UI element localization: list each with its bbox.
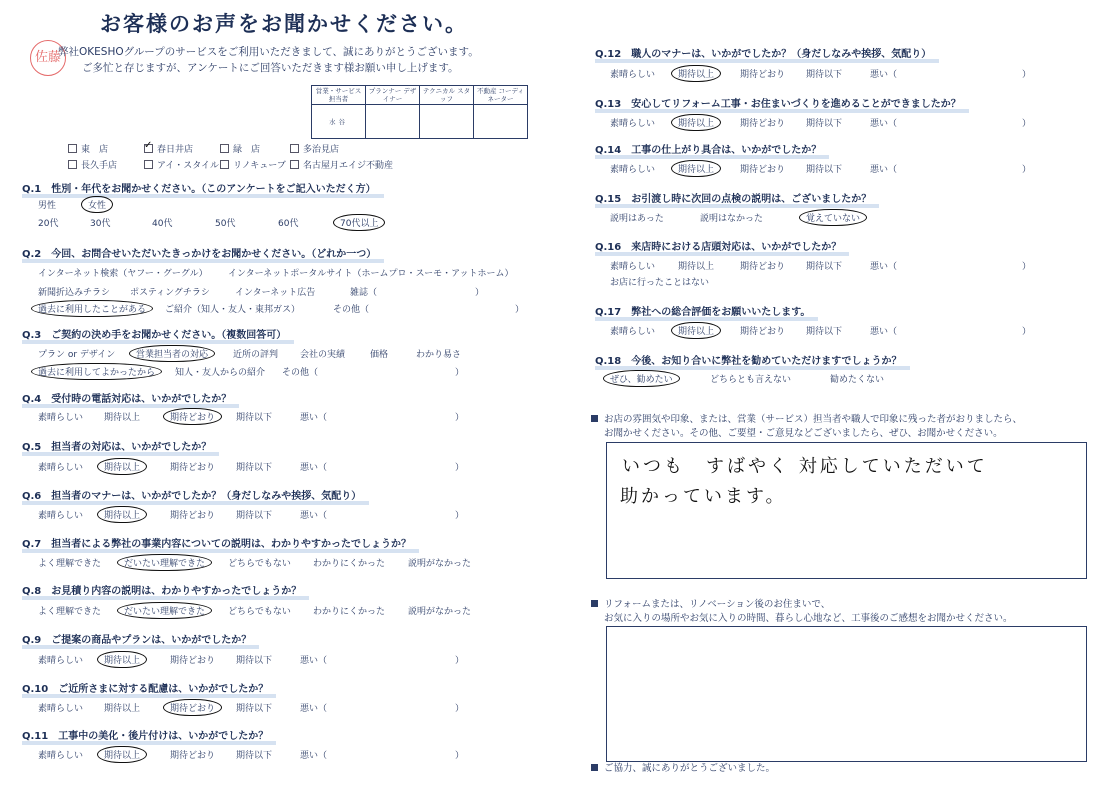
comment1-answer-line-1: いつも すばやく 対応していただいて xyxy=(622,456,988,477)
answer-option[interactable]: 素晴らしい xyxy=(610,70,656,80)
answer-option[interactable]: 期待以上 xyxy=(104,704,141,714)
answer-option[interactable]: 知人・友人からの紹介 xyxy=(175,368,266,378)
page-title: お客様のお声をお聞かせください。 xyxy=(100,12,468,36)
answer-option[interactable]: 期待どおり xyxy=(740,262,786,272)
answer-option[interactable]: よく理解できた xyxy=(38,559,102,569)
answer-option[interactable]: 期待以上 xyxy=(104,413,141,423)
question-label: Q.12 職人のマナーは、いかがでしたか？（身だしなみや挨拶、気配り） xyxy=(595,45,931,60)
answer-option[interactable]: 勧めたくない xyxy=(830,375,885,385)
answer-option[interactable]: 素晴らしい xyxy=(38,751,84,761)
store-label: 長久手店 xyxy=(81,161,118,171)
answer-option[interactable]: ） xyxy=(515,305,525,315)
answer-option[interactable]: どちらとも言えない xyxy=(710,375,792,385)
question-label: Q.6 担当者のマナーは、いかがでしたか？（身だしなみや挨拶、気配り） xyxy=(22,487,361,502)
answer-option[interactable]: 期待どおり xyxy=(740,327,786,337)
answer-option[interactable]: 悪い（ xyxy=(870,119,898,129)
checkbox-icon[interactable] xyxy=(290,160,299,169)
answer-option[interactable]: 期待以下 xyxy=(806,70,843,80)
staff-header: 営業・サービス 担当者 xyxy=(312,86,366,105)
answer-option[interactable]: 30代 xyxy=(90,219,111,229)
answer-option[interactable]: 雑誌（ xyxy=(350,288,378,298)
answer-option[interactable]: 悪い（ xyxy=(300,704,328,714)
answer-option[interactable]: 素晴らしい xyxy=(38,511,84,521)
store-option[interactable] xyxy=(144,142,220,155)
answer-option[interactable]: 価格 xyxy=(370,350,389,360)
answer-option[interactable]: ） xyxy=(1022,327,1032,337)
answer-option[interactable]: 期待どおり xyxy=(170,751,216,761)
staff-header: 不動産 コーディネーター xyxy=(474,86,528,105)
answer-option-selected[interactable]: 期待以上 xyxy=(97,651,147,668)
answer-option-selected[interactable]: だいたい理解できた xyxy=(117,602,212,619)
store-label: 多治見店 xyxy=(303,145,340,155)
answer-option[interactable]: 男性 xyxy=(38,201,57,211)
question-label: Q.13 安心してリフォーム工事・お住まいづくりを進めることができましたか？ xyxy=(595,95,961,110)
answer-option[interactable]: ） xyxy=(455,413,465,423)
answer-option[interactable]: インターネット広告 xyxy=(235,288,316,298)
answer-option[interactable]: 悪い（ xyxy=(870,262,898,272)
answer-option-selected[interactable]: 過去に利用したことがある xyxy=(31,300,153,317)
answer-option[interactable]: 素晴らしい xyxy=(610,327,656,337)
question-label: Q.2 今回、お問合せいただいたきっかけをお聞かせください。（どれか一つ） xyxy=(22,245,376,260)
answer-option-selected[interactable]: 期待以上 xyxy=(671,114,721,131)
comment1-answer-line-2: 助かっています。 xyxy=(620,486,787,507)
answer-option[interactable]: その他（ xyxy=(282,368,319,378)
checkbox-icon[interactable] xyxy=(290,144,299,153)
store-option[interactable] xyxy=(68,142,144,155)
intro-line-1: 弊社OKESHOグループのサービスをご利用いただきまして、誠にありがとうございます。 xyxy=(58,46,479,58)
intro-line-2: ご多忙と存じますが、アンケートにご回答いただきます様お願い申し上げます。 xyxy=(82,62,459,74)
store-option[interactable] xyxy=(144,158,220,171)
answer-option-selected[interactable]: 期待以上 xyxy=(671,322,721,339)
staff-header: プランナー デザイナー xyxy=(366,86,420,105)
answer-option[interactable]: 期待以下 xyxy=(236,751,273,761)
answer-option[interactable]: 素晴らしい xyxy=(38,656,84,666)
answer-option[interactable]: 期待以下 xyxy=(806,327,843,337)
store-option[interactable] xyxy=(220,142,290,155)
answer-option[interactable]: よく理解できた xyxy=(38,607,102,617)
seal-stamp: 佐藤 xyxy=(30,40,66,76)
store-label: アイ・スタイル xyxy=(157,161,220,171)
answer-option[interactable]: 近所の評判 xyxy=(233,350,279,360)
answer-option-selected[interactable]: 過去に利用してよかったから xyxy=(31,363,162,380)
answer-option[interactable]: 期待以下 xyxy=(236,656,273,666)
bullet-square-icon xyxy=(591,764,598,771)
question-label: Q.4 受付時の電話対応は、いかがでしたか？ xyxy=(22,390,231,405)
bullet-square-icon xyxy=(591,415,598,422)
answer-option[interactable]: 悪い（ xyxy=(300,463,328,473)
question-label: Q.7 担当者による弊社の事業内容についての説明は、わかりやすかったでしょうか？ xyxy=(22,535,411,550)
answer-option[interactable]: 期待どおり xyxy=(740,165,786,175)
answer-option[interactable]: ） xyxy=(1022,262,1032,272)
answer-option-selected[interactable]: 営業担当者の対応 xyxy=(129,345,215,362)
answer-option[interactable]: 悪い（ xyxy=(300,413,328,423)
answer-option[interactable]: 期待以下 xyxy=(806,119,843,129)
answer-option[interactable]: 期待以下 xyxy=(806,165,843,175)
store-option[interactable] xyxy=(290,158,394,171)
staff-cell[interactable] xyxy=(474,105,528,139)
answer-option[interactable]: ） xyxy=(1022,165,1032,175)
answer-option[interactable]: 期待どおり xyxy=(740,70,786,80)
answer-option[interactable]: 期待以下 xyxy=(236,704,273,714)
answer-option[interactable]: 期待どおり xyxy=(170,463,216,473)
checkbox-icon[interactable] xyxy=(220,144,229,153)
question-label: Q.3 ご契約の決め手をお聞かせください。（複数回答可） xyxy=(22,326,286,341)
answer-option-selected[interactable]: 期待以上 xyxy=(97,746,147,763)
answer-option[interactable]: 素晴らしい xyxy=(610,165,656,175)
answer-option[interactable]: わかりにくかった xyxy=(313,607,386,617)
answer-option[interactable]: 期待以下 xyxy=(236,511,273,521)
answer-option[interactable]: 素晴らしい xyxy=(38,463,84,473)
answer-option[interactable]: プラン or デザイン xyxy=(38,350,116,360)
store-label: 春日井店 xyxy=(157,145,194,155)
answer-option-selected[interactable]: 期待どおり xyxy=(163,408,222,425)
answer-option[interactable]: 説明がなかった xyxy=(408,559,472,569)
answer-option[interactable]: 60代 xyxy=(278,219,299,229)
question-label: Q.9 ご提案の商品やプランは、いかがでしたか？ xyxy=(22,631,251,646)
answer-option[interactable]: ） xyxy=(455,656,465,666)
answer-option[interactable]: 説明はあった xyxy=(610,214,664,224)
checkbox-icon[interactable] xyxy=(220,160,229,169)
answer-option[interactable]: 素晴らしい xyxy=(610,262,656,272)
answer-option[interactable]: 期待以上 xyxy=(678,262,715,272)
checkbox-icon[interactable] xyxy=(68,144,77,153)
answer-option[interactable]: 説明はなかった xyxy=(700,214,764,224)
answer-option-selected[interactable]: 期待以上 xyxy=(671,65,721,82)
checkbox-icon[interactable] xyxy=(144,144,153,153)
question-label: Q.17 弊社への総合評価をお願いいたします。 xyxy=(595,303,810,318)
question-label: Q.8 お見積り内容の説明は、わかりやすかったでしょうか？ xyxy=(22,582,301,597)
answer-option[interactable]: 20代 xyxy=(38,219,59,229)
answer-option[interactable]: ） xyxy=(455,511,465,521)
store-label: 緑 店 xyxy=(233,145,261,155)
staff-header: テクニカル スタッフ xyxy=(420,86,474,105)
answer-option[interactable]: ） xyxy=(455,463,465,473)
question-label: Q.10 ご近所さまに対する配慮は、いかがでしたか？ xyxy=(22,680,268,695)
staff-signature: 水谷 xyxy=(312,105,366,139)
answer-option[interactable]: 期待以下 xyxy=(806,262,843,272)
answer-option-selected[interactable]: 期待どおり xyxy=(163,699,222,716)
answer-option[interactable]: どちらでもない xyxy=(228,559,291,569)
answer-option-selected[interactable]: 女性 xyxy=(81,196,113,213)
answer-option[interactable]: 期待以下 xyxy=(236,463,273,473)
comment1-prompt: お店の雰囲気や印象、または、営業（サービス）担当者や職人で印象に残った者がおりましたら、 お聞かせください。その他、ご要望・ご意見などございましたら、ぜひ、お聞かせください。 xyxy=(591,413,1022,441)
answer-option-selected[interactable]: 70代以上 xyxy=(333,214,385,231)
answer-option[interactable]: お店に行ったことはない xyxy=(610,278,710,288)
answer-option[interactable]: インターネット検索（ヤフー・グーグル） xyxy=(38,269,208,279)
answer-option[interactable]: 期待どおり xyxy=(170,511,216,521)
answer-option[interactable]: 期待どおり xyxy=(170,656,216,666)
answer-option[interactable]: 40代 xyxy=(152,219,173,229)
question-label: Q.16 来店時における店頭対応は、いかがでしたか？ xyxy=(595,238,841,253)
answer-option[interactable]: ポスティングチラシ xyxy=(130,288,210,298)
question-label: Q.1 性別・年代をお聞かせください。（このアンケートをご記入いただく方） xyxy=(22,180,376,195)
store-label: リノキューブ xyxy=(233,161,286,171)
answer-option[interactable]: ） xyxy=(1022,119,1032,129)
answer-option[interactable]: ） xyxy=(1022,70,1032,80)
answer-option[interactable]: 悪い（ xyxy=(870,165,898,175)
store-option[interactable] xyxy=(290,142,366,155)
checkbox-icon[interactable] xyxy=(144,160,153,169)
store-option[interactable] xyxy=(68,158,144,171)
question-label: Q.18 今後、お知り合いに弊社を勧めていただけますでしょうか？ xyxy=(595,352,902,367)
answer-option[interactable]: その他（ xyxy=(333,305,370,315)
answer-option[interactable]: 素晴らしい xyxy=(38,704,84,714)
answer-option[interactable]: 悪い（ xyxy=(870,70,898,80)
answer-option-selected[interactable]: 期待以上 xyxy=(671,160,721,177)
answer-option[interactable]: 悪い（ xyxy=(300,656,328,666)
answer-option[interactable]: 悪い（ xyxy=(300,511,328,521)
question-label: Q.15 お引渡し時に次回の点検の説明は、ございましたか？ xyxy=(595,190,871,205)
answer-option[interactable]: 説明がなかった xyxy=(408,607,472,617)
question-label: Q.5 担当者の対応は、いかがでしたか？ xyxy=(22,438,211,453)
staff-table xyxy=(311,85,528,139)
question-label: Q.11 工事中の美化・後片付けは、いかがでしたか？ xyxy=(22,727,268,742)
answer-option[interactable]: わかり易さ xyxy=(416,350,462,360)
comment2-prompt: リフォームまたは、リノベーション後のお住まいで、 お気に入りの場所やお気に入りの時間、暮らし心地など、工事後のご感想をお聞かせください。 xyxy=(591,598,1013,626)
store-option[interactable] xyxy=(220,158,290,171)
answer-option[interactable]: ） xyxy=(455,704,465,714)
footer-thanks: ご協力、誠にありがとうございました。 xyxy=(591,762,775,776)
answer-option[interactable]: 悪い（ xyxy=(300,751,328,761)
answer-option[interactable]: 期待以下 xyxy=(236,413,273,423)
answer-option[interactable]: 会社の実績 xyxy=(300,350,346,360)
answer-option[interactable]: 期待どおり xyxy=(740,119,786,129)
bullet-square-icon xyxy=(591,600,598,607)
answer-option[interactable]: 素晴らしい xyxy=(38,413,84,423)
answer-option-selected[interactable]: 期待以上 xyxy=(97,458,147,475)
answer-option[interactable]: わかりにくかった xyxy=(313,559,386,569)
store-selection xyxy=(68,142,394,174)
staff-cell[interactable] xyxy=(366,105,420,139)
store-label: 東 店 xyxy=(81,145,109,155)
answer-option[interactable]: 素晴らしい xyxy=(610,119,656,129)
store-label: 名古屋月エイジ不動産 xyxy=(303,161,394,171)
staff-cell[interactable] xyxy=(420,105,474,139)
answer-option-selected[interactable]: だいたい理解できた xyxy=(117,554,212,571)
answer-option[interactable]: 新聞折込みチラシ xyxy=(38,288,111,298)
answer-option[interactable]: 50代 xyxy=(215,219,236,229)
answer-option-selected[interactable]: ぜひ、勧めたい xyxy=(603,370,680,387)
answer-option[interactable]: インターネットポータルサイト（ホームプロ・スーモ・アットホーム） xyxy=(228,269,514,279)
answer-option[interactable]: ） xyxy=(455,751,465,761)
question-label: Q.14 工事の仕上がり具合は、いかがでしたか？ xyxy=(595,141,821,156)
comment2-box[interactable] xyxy=(606,626,1087,762)
answer-option[interactable]: ） xyxy=(475,288,485,298)
answer-option[interactable]: 悪い（ xyxy=(870,327,898,337)
answer-option-selected[interactable]: 期待以上 xyxy=(97,506,147,523)
answer-option[interactable]: ） xyxy=(455,368,465,378)
checkbox-icon[interactable] xyxy=(68,160,77,169)
answer-option[interactable]: ご紹介（知人・友人・東邦ガス） xyxy=(165,305,301,315)
answer-option[interactable]: どちらでもない xyxy=(228,607,291,617)
answer-option-selected[interactable]: 覚えていない xyxy=(799,209,867,226)
